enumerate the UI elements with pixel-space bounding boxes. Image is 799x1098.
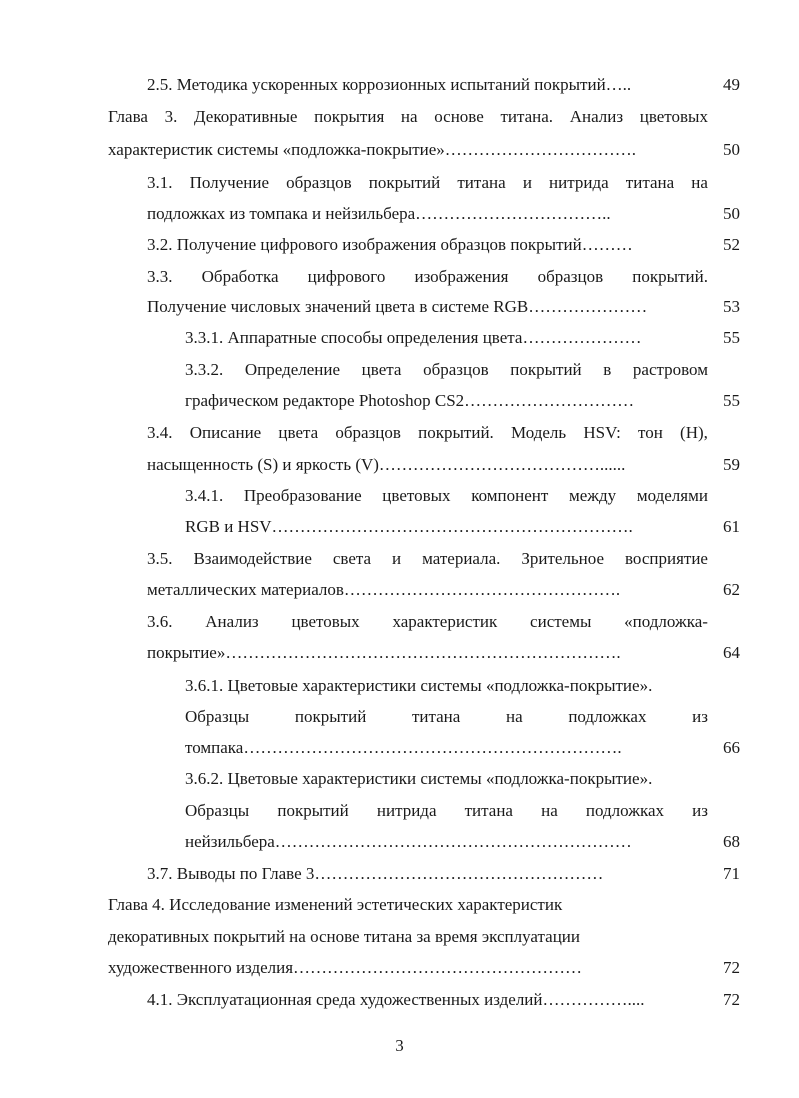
toc-entry-2-5: 2.5. Методика ускоренных коррозионных испытаний покрытий….. (147, 75, 632, 94)
page-ref: 68 (723, 832, 740, 851)
toc-entry-3-3-line2: Получение числовых значений цвета в системе RGB………………… (147, 297, 648, 316)
toc-entry-3-6-1-line2: Образцы покрытий титана на подложках из (185, 707, 708, 726)
toc-entry-3-5-line1: 3.5. Взаимодействие света и материала. Зрительное восприятие (147, 549, 708, 568)
page-ref: 64 (723, 643, 740, 662)
page-number: 3 (395, 1036, 404, 1055)
toc-entry-3-3-line1: 3.3. Обработка цифрового изображения образцов покрытий. (147, 267, 708, 286)
toc-entry-3-1-line1: 3.1. Получение образцов покрытий титана и нитрида титана на (147, 173, 708, 192)
toc-entry-3-4-1-line1: 3.4.1. Преобразование цветовых компонент между моделями (185, 486, 708, 505)
page-ref: 55 (723, 328, 740, 347)
toc-entry-3-6-2-line1: 3.6.2. Цветовые характеристики системы «подложка-покрытие». (185, 769, 653, 788)
page-ref: 49 (723, 75, 740, 94)
page-ref: 72 (723, 990, 740, 1009)
page-ref: 50 (723, 204, 740, 223)
toc-chapter-4-line2: декоративных покрытий на основе титана за время эксплуатации (108, 927, 580, 946)
toc-entry-3-2: 3.2. Получение цифрового изображения образцов покрытий……… (147, 235, 633, 254)
toc-entry-3-4-1-line2: RGB и HSV………………………………………………………. (185, 517, 633, 536)
toc-chapter-4-line3: художественного изделия…………………………………………… (108, 958, 583, 977)
toc-entry-3-3-2-line1: 3.3.2. Определение цвета образцов покрытий в растровом (185, 360, 708, 379)
toc-entry-3-3-2-line2: графическом редакторе Photoshop CS2………………………… (185, 391, 635, 410)
toc-entry-3-6-2-line3: нейзильбера……………………………………………………… (185, 832, 632, 851)
page-ref: 59 (723, 455, 740, 474)
toc-entry-3-4-line2: насыщенность (S) и яркость (V)…………………………………...... (147, 455, 626, 474)
toc-chapter-3-line2: характеристик системы «подложка-покрытие»……………………………. (108, 140, 637, 159)
page-ref: 55 (723, 391, 740, 410)
toc-entry-3-3-1: 3.3.1. Аппаратные способы определения цвета………………… (185, 328, 642, 347)
toc-entry-3-6-line2: покрытие»……………………………………………………………. (147, 643, 621, 662)
page-ref: 53 (723, 297, 740, 316)
page-ref: 61 (723, 517, 740, 536)
toc-chapter-3-line1: Глава 3. Декоративные покрытия на основе титана. Анализ цветовых (108, 107, 708, 126)
toc-entry-3-6-line1: 3.6. Анализ цветовых характеристик системы «подложка- (147, 612, 708, 631)
toc-entry-3-4-line1: 3.4. Описание цвета образцов покрытий. Модель HSV: тон (H), (147, 423, 708, 442)
page-ref: 66 (723, 738, 740, 757)
toc-entry-3-7: 3.7. Выводы по Главе 3…………………………………………… (147, 864, 604, 883)
page-ref: 72 (723, 958, 740, 977)
page-ref: 52 (723, 235, 740, 254)
toc-entry-3-6-1-line3: томпака…………………………………………………………. (185, 738, 622, 757)
toc-entry-3-5-line2: металлических материалов…………………………………………. (147, 580, 621, 599)
toc-entry-3-6-1-line1: 3.6.1. Цветовые характеристики системы «подложка-покрытие». (185, 676, 653, 695)
toc-chapter-4-line1: Глава 4. Исследование изменений эстетических характеристик (108, 895, 563, 914)
page-ref: 71 (723, 864, 740, 883)
toc-entry-3-1-line2: подложках из томпака и нейзильбера…………………………….. (147, 204, 611, 223)
page-ref: 50 (723, 140, 740, 159)
toc-entry-3-6-2-line2: Образцы покрытий нитрида титана на подложках из (185, 801, 708, 820)
page-ref: 62 (723, 580, 740, 599)
toc-entry-4-1: 4.1. Эксплуатационная среда художественных изделий…………….... (147, 990, 645, 1009)
